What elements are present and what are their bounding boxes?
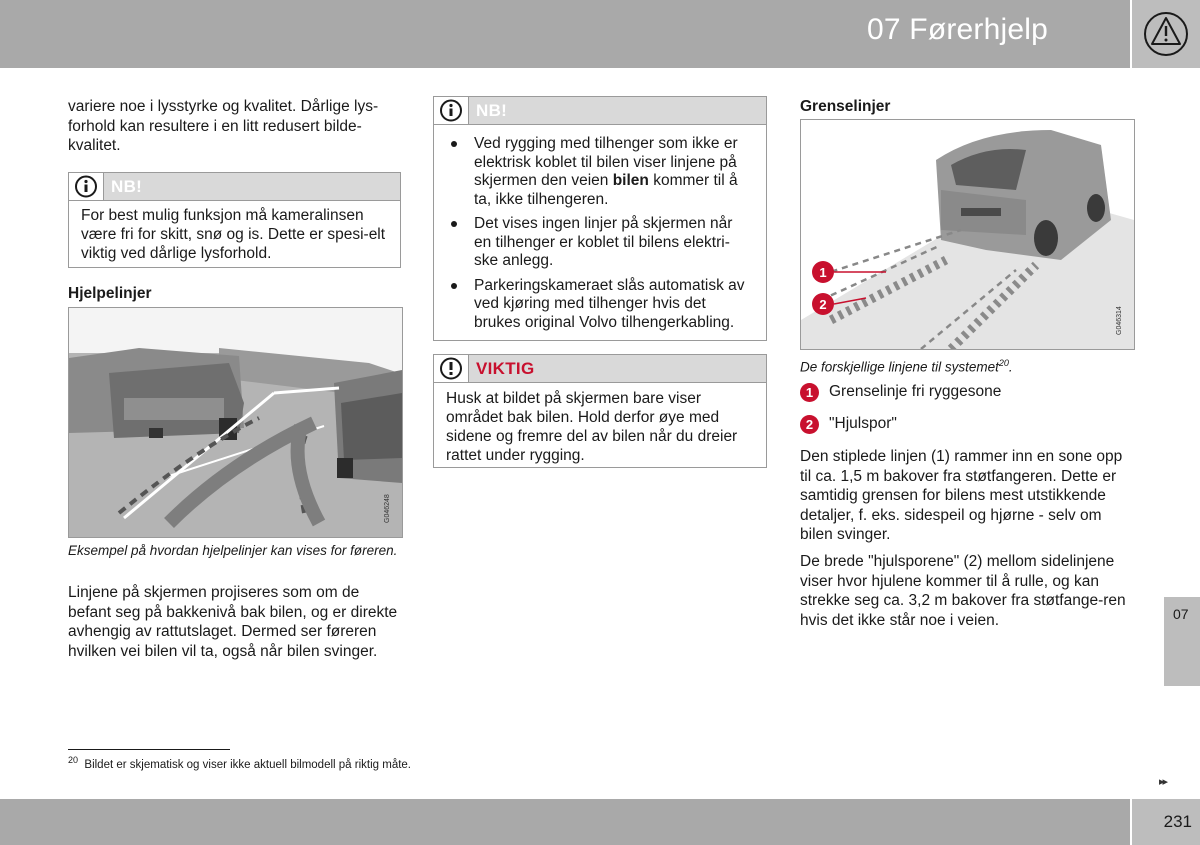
guide-lines-paragraph: Linjene på skjermen projiseres som om de befant seg på bakkenivå bak bilen, og er direkte avhengig av rattutslaget. Dermed ser føreren hvilken vei bilen vil ta, også når bilen svinger. [68, 584, 398, 660]
nb-bullet-list [434, 125, 766, 346]
page-number: 231 [1163, 812, 1192, 831]
info-icon [434, 97, 468, 124]
viktig-text: Husk at bildet på skjermen bare viser området bak bilen. Hold derfor øye med sidene og fremre del av bilen når du dreier rattet under rygging. [446, 390, 738, 464]
intro-paragraph: variere noe i lysstyrke og kvalitet. Dårlige lys-forhold kan resultere i en litt redusert bilde-kvalitet. [68, 98, 379, 154]
parking-camera-illustration [69, 308, 402, 537]
chapter-header-bar [0, 0, 1130, 68]
warning-triangle-icon [1132, 0, 1200, 68]
figure-code-label: G046314 [1116, 306, 1123, 335]
chapter-tab-label: 07 [1173, 606, 1189, 622]
section-heading-grenselinjer: Grenselinjer [800, 98, 891, 115]
boundary-paragraph-1: Den stiplede linjen (1) rammer inn en sone opp til ca. 1,5 m bakover fra støtfangeren. Dette er samtidig grensen for bilens mest utstikkende detaljer, f. eks. sidespeil og hjørne - selv om bilen svinger. [800, 448, 1123, 543]
nb-note-header [434, 97, 766, 125]
boundary-paragraph-2: De brede "hjulsporene" (2) mellom sidelinjene viser hvor hjulene kommer til å rulle, og kan strekke seg ca. 3,2 m bakover fra støtfange-ren hvis det ikke står noe i veien. [800, 553, 1126, 629]
list-item: Det vises ingen linjer på skjermen når en tilhenger er koblet til bilens elektri-ske anlegg. [448, 215, 752, 271]
nb-note-title: NB! [476, 101, 508, 120]
viktig-header [434, 355, 766, 383]
footnote-divider [68, 749, 230, 750]
callout-1: 1 [819, 265, 827, 280]
legend-number: 2 [800, 415, 819, 434]
warning-icon [434, 355, 468, 382]
legend-text: Grenselinje fri ryggesone [829, 383, 1002, 400]
next-page-arrow-icon: ▸▸ [1159, 776, 1167, 788]
nb-note-header [69, 173, 400, 201]
legend-number: 1 [800, 383, 819, 402]
nb-note-title: NB! [111, 177, 143, 196]
info-icon [69, 173, 103, 200]
list-item: Parkeringskameraet slås automatisk av ved kjøring med tilhenger hvis det brukes original Volvo tilhengerkabling. [448, 277, 752, 333]
figure-guide-lines [68, 307, 403, 538]
car-with-lines-illustration [801, 120, 1134, 349]
callout-2: 2 [819, 297, 827, 312]
figure-boundary-lines [800, 119, 1135, 350]
list-item: Ved rygging med tilhenger som ikke er elektrisk koblet til bilen viser linjene på skjermen den veien bilen kommer til å ta, ikke tilhengeren. [448, 135, 752, 209]
nb-note-box-2 [433, 96, 767, 341]
viktig-title: VIKTIG [476, 359, 535, 378]
chapter-tab[interactable] [1164, 597, 1200, 686]
legend-text: "Hjulspor" [829, 415, 897, 432]
chapter-title: 07 Førerhjelp [866, 13, 1048, 46]
chapter-icon-box [1132, 0, 1200, 68]
figure-caption-1: Eksempel på hvordan hjelpelinjer kan vises for føreren. [68, 543, 398, 558]
nb-note-text: For best mulig funksjon må kameralinsen være fri for skitt, snø og is. Dette er spesi-elt viktig ved dårlige lysforhold. [81, 207, 386, 262]
footer-bar [0, 799, 1130, 845]
viktig-warning-box [433, 354, 767, 468]
section-heading-hjelpelinjer: Hjelpelinjer [68, 285, 152, 302]
figure-code-label: G046248 [384, 494, 391, 523]
footnote: $^{20}$ Bildet er skjematisk og viser ikke aktuell bilmodell på riktig måte. [68, 755, 412, 771]
figure-caption-2: De forskjellige linjene til systemet$^{20}$. [800, 358, 1013, 375]
nb-note-box-1 [68, 172, 401, 268]
